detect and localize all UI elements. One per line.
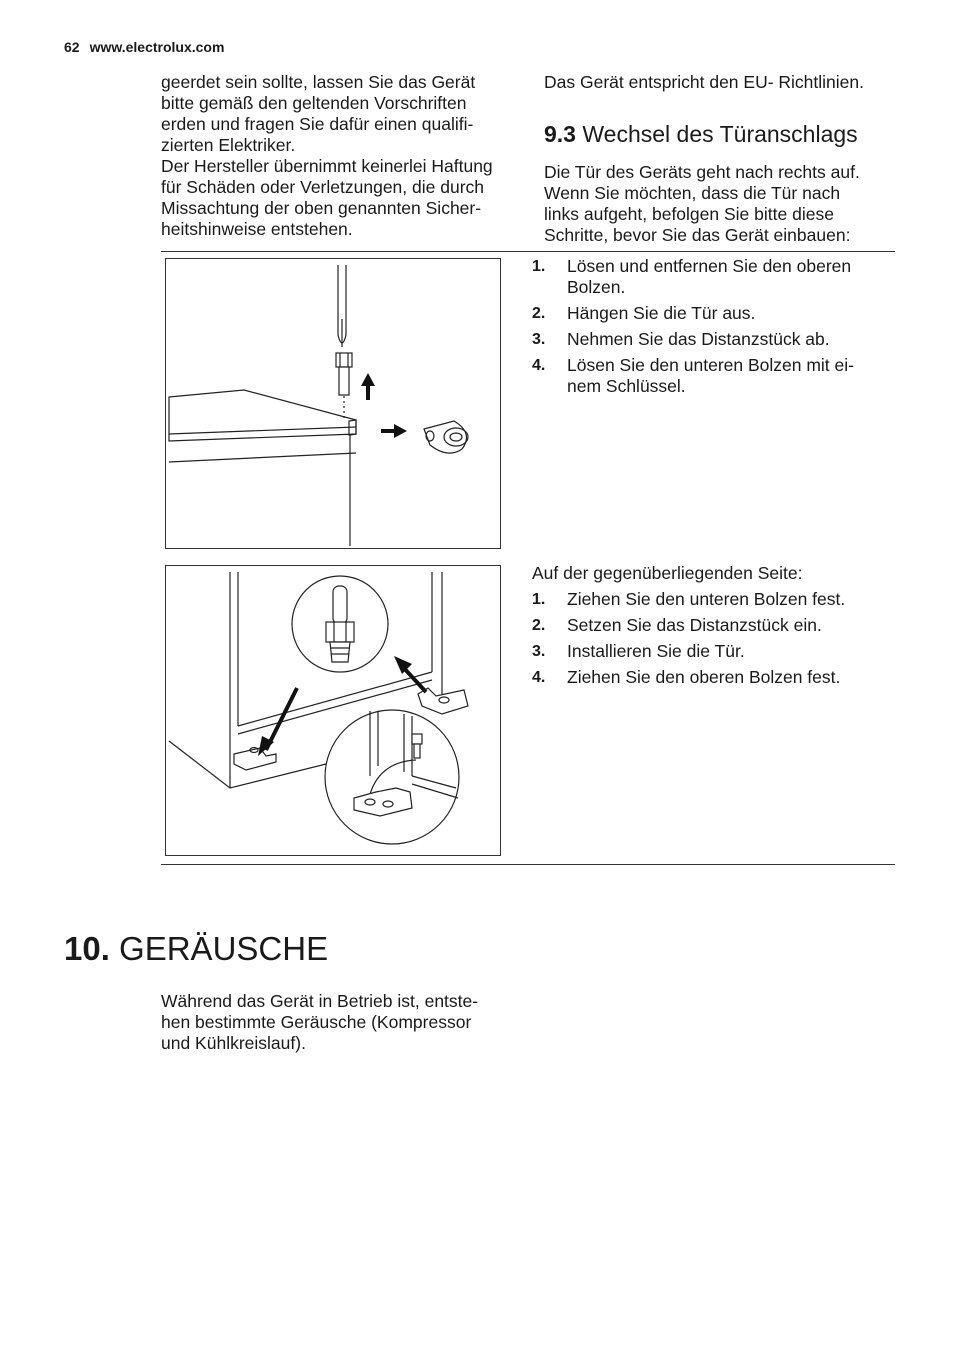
step-text: Nehmen Sie das Distanzstück ab. <box>567 329 830 349</box>
step-text: Lösen Sie den unteren Bolzen mit ei- <box>567 355 854 375</box>
step-number: 4. <box>532 357 546 374</box>
list-item <box>532 355 892 397</box>
right-column <box>544 72 904 246</box>
website-link[interactable]: www.electrolux.com <box>89 39 225 55</box>
install-steps <box>532 563 892 693</box>
list-item <box>532 329 892 350</box>
list-item <box>532 303 892 324</box>
step-text: Lösen und entfernen Sie den oberen <box>567 256 852 276</box>
step-number: 2. <box>532 305 546 322</box>
list-item <box>532 589 892 610</box>
step-number: 3. <box>532 331 546 348</box>
text-line: Die Tür des Geräts geht nach rechts auf. <box>544 162 860 182</box>
text-line: Schritte, bevor Sie das Gerät einbauen: <box>544 225 851 245</box>
step-text: Installieren Sie die Tür. <box>567 641 745 661</box>
figure-install-lower-bolt <box>165 565 501 856</box>
eu-compliance-text: Das Gerät entspricht den EU- Richtlinien. <box>544 72 864 92</box>
section-heading-9-3 <box>544 121 904 148</box>
step-text: Ziehen Sie den oberen Bolzen fest. <box>567 667 841 687</box>
text-line: Während das Gerät in Betrieb ist, entste- <box>161 991 479 1011</box>
section-number: 9.3 <box>544 121 576 147</box>
safety-paragraph <box>161 72 521 240</box>
text-line: Der Hersteller übernimmt keinerlei Haftung <box>161 156 493 176</box>
step-number: 1. <box>532 258 546 275</box>
step-text: Ziehen Sie den unteren Bolzen fest. <box>567 589 846 609</box>
left-column <box>161 72 521 240</box>
step-number: 3. <box>532 643 546 660</box>
section-title: GERÄUSCHE <box>119 930 329 967</box>
upper-hinge-illustration <box>166 259 500 548</box>
step-number: 1. <box>532 591 546 608</box>
text-line: links aufgeht, befolgen Sie bitte diese <box>544 204 834 224</box>
step-text: nem Schlüssel. <box>567 376 686 396</box>
section-number: 10. <box>64 930 110 967</box>
text-line: erden und fragen Sie dafür einen qualifi- <box>161 114 474 134</box>
text-line: Missachtung der oben genannten Sicher- <box>161 198 482 218</box>
text-line: heitshinweise entstehen. <box>161 219 353 239</box>
divider <box>161 864 895 865</box>
list-item <box>532 641 892 662</box>
text-line: hen bestimmte Geräusche (Kompressor <box>161 1012 472 1032</box>
text-line: für Schäden oder Verletzungen, die durch <box>161 177 484 197</box>
section-title: Wechsel des Türanschlags <box>582 121 858 147</box>
section-heading-10 <box>64 930 328 968</box>
text-line: und Kühlkreislauf). <box>161 1033 306 1053</box>
figure-remove-upper-bolt <box>165 258 501 549</box>
text-line: Wenn Sie möchten, dass die Tür nach <box>544 183 841 203</box>
remove-steps <box>532 256 892 402</box>
list-item <box>532 615 892 636</box>
text-line: geerdet sein sollte, lassen Sie das Gerät <box>161 72 476 92</box>
page-number: 62 <box>64 39 80 55</box>
divider <box>161 251 895 252</box>
noise-paragraph-wrapper <box>161 991 521 1054</box>
arrow-up-icon <box>361 373 375 400</box>
page-header <box>64 39 224 55</box>
text-line: zierten Elektriker. <box>161 135 296 155</box>
list-item <box>532 256 892 298</box>
noise-paragraph <box>161 991 521 1054</box>
door-intro-paragraph <box>544 162 904 246</box>
step-number: 2. <box>532 617 546 634</box>
text-line: bitte gemäß den geltenden Vorschriften <box>161 93 467 113</box>
arrow-right-icon <box>381 424 407 438</box>
step-text: Hängen Sie die Tür aus. <box>567 303 756 323</box>
step-number: 4. <box>532 669 546 686</box>
lower-hinge-illustration <box>166 566 500 855</box>
opposite-side-label: Auf der gegenüberliegenden Seite: <box>532 563 803 583</box>
step-text: Bolzen. <box>567 277 626 297</box>
list-item <box>532 667 892 688</box>
step-text: Setzen Sie das Distanzstück ein. <box>567 615 822 635</box>
